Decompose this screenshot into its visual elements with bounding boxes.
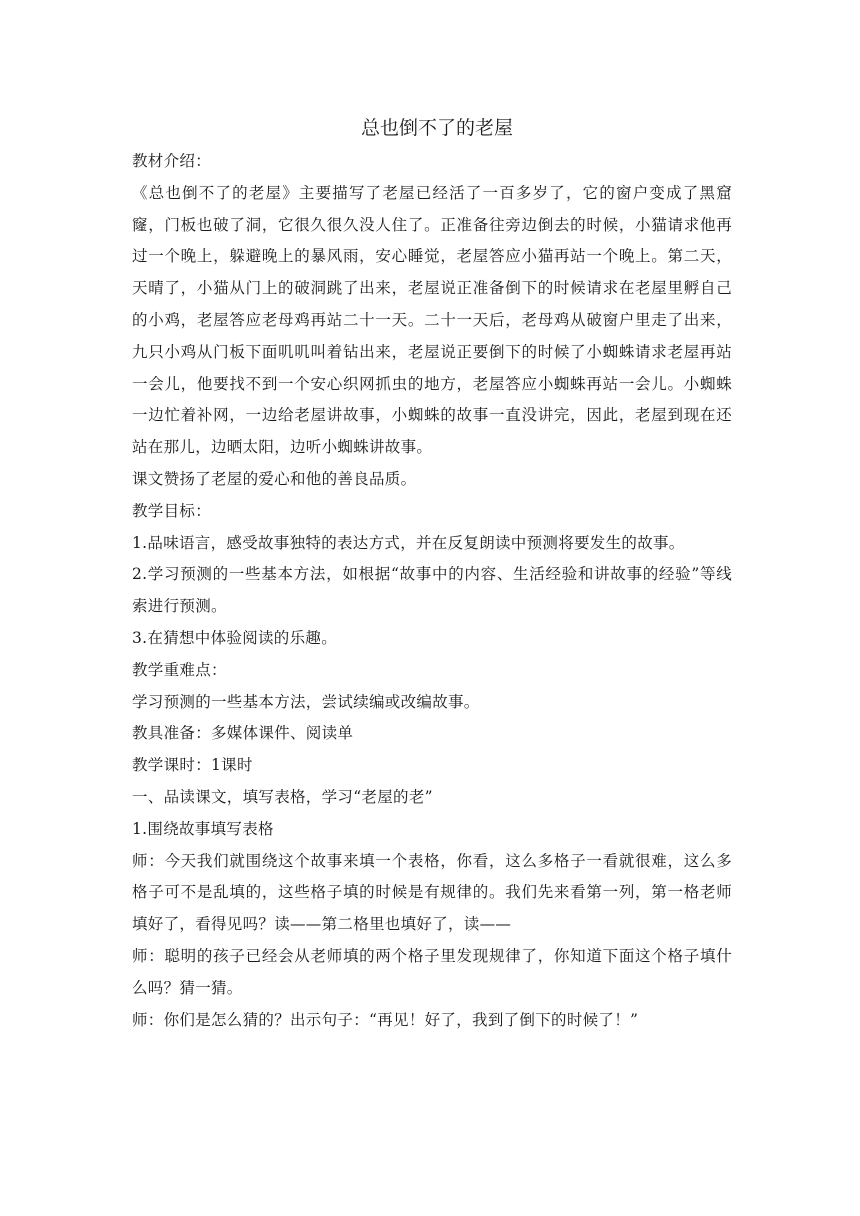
heading-key-points: 教学重难点： [132, 660, 227, 679]
paragraph-key-points: 学习预测的一些基本方法，尝试续编或改编故事。 [132, 692, 480, 711]
document-body [132, 112, 732, 1036]
teacher-line-3: 师：你们是怎么猜的？出示句子：“再见！好了，我到了倒下的时候了！” [132, 1010, 639, 1029]
goal-item-3: 3.在猜想中体验阅读的乐趣。 [132, 628, 337, 647]
paragraph-praise: 课文赞扬了老屋的爱心和他的善良品质。 [132, 469, 417, 488]
paragraph-teaching-aids: 教具准备：多媒体课件、阅读单 [132, 724, 354, 743]
goal-item-1: 1.品味语言，感受故事独特的表达方式，并在反复朗读中预测将要发生的故事。 [132, 533, 685, 552]
section-heading-1: 一、品读课文，填写表格，学习“老屋的老” [132, 787, 433, 806]
heading-teaching-goals: 教学目标： [132, 501, 212, 520]
teacher-line-1: 师：今天我们就围绕这个故事来填一个表格，你看，这么多格子一看就很难，这么多格子可不是乱填的，这些格子填的时候是有规律的。我们先来看第一列，第一格老师填好了，看得见吗？读——第二格里也填好了，读—— [132, 851, 732, 934]
subsection-heading-1: 1.围绕故事填写表格 [132, 819, 274, 838]
paragraph-class-hours: 教学课时：1课时 [132, 756, 253, 775]
document-title: 总也倒不了的老屋 [360, 117, 513, 139]
paragraph-story-summary: 《总也倒不了的老屋》主要描写了老屋已经活了一百多岁了，它的窗户变成了黑窟窿，门板也破了洞，它很久很久没人住了。正准备往旁边倒去的时候，小猫请求他再过一个晚上，躲避晚上的暴风雨，安心睡觉，老屋答应小猫再站一个晚上。第二天，天晴了，小猫从门上的破洞跳了出来，老屋说正准备倒下的时候请求在老屋里孵自己的小鸡，老屋答应老母鸡再站二十一天。二十一天后，老母鸡从破窗户里走了出来，九只小鸡从门板下面叽叽叫着钻出来，老屋说正要倒下的时候了小蜘蛛请求老屋再站一会儿，他要找不到一个安心织网抓虫的地方，老屋答应小蜘蛛再站一会儿。小蜘蛛一边忙着补网，一边给老屋讲故事，小蜘蛛的故事一直没讲完，因此，老屋到现在还站在那儿，边晒太阳，边听小蜘蛛讲故事。 [132, 183, 732, 457]
teacher-line-2: 师：聪明的孩子已经会从老师填的两个格子里发现规律了，你知道下面这个格子填什么吗？猜一猜。 [132, 946, 732, 997]
heading-material-intro: 教材介绍： [132, 152, 212, 170]
goal-item-2: 2.学习预测的一些基本方法，如根据“故事中的内容、生活经验和讲故事的经验”等线索进行预测。 [132, 565, 732, 616]
